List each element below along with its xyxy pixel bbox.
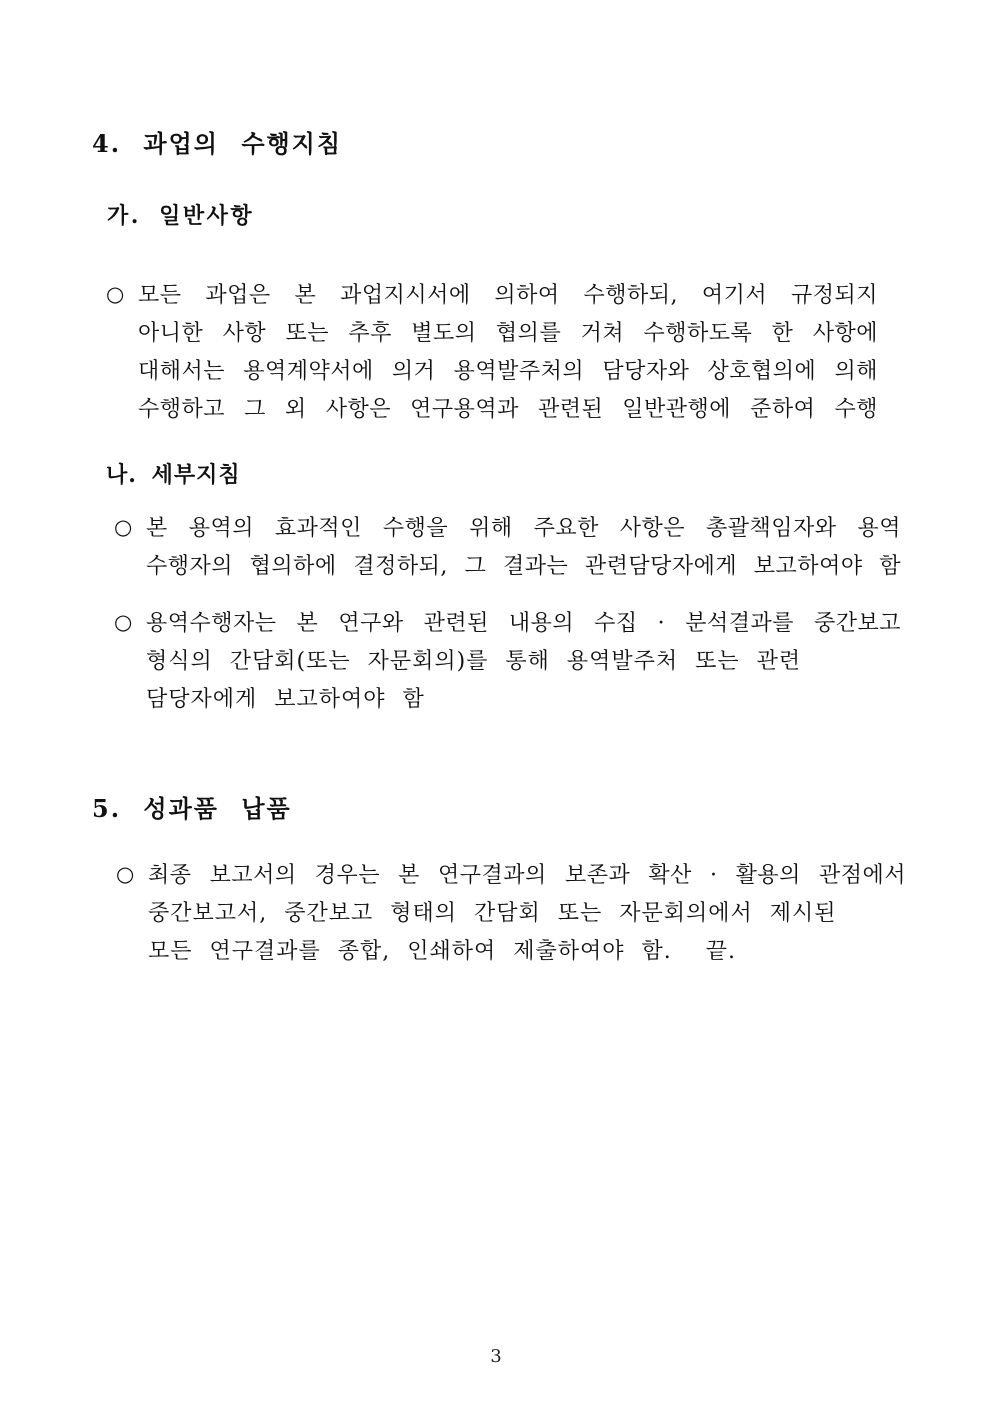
paragraph-line: 아니한 사항 또는 추후 별도의 협의를 거쳐 수행하도록 한 사항에	[138, 321, 878, 346]
paragraph-line: 수행자의 협의하에 결정하되, 그 결과는 관련담당자에게 보고하여야 함	[146, 554, 901, 579]
paragraph-detail-2	[114, 605, 901, 719]
circle-bullet-icon: ○	[114, 515, 133, 539]
paragraph-line: 담당자에게 보고하여야 함	[146, 687, 425, 712]
paragraph-line: 모든 연구결과를 종합, 인쇄하여 제출하여야 함. 끝.	[148, 939, 736, 964]
paragraph-line: 모든 과업은 본 과업지시서에 의하여 수행하되, 여기서 규정되지	[138, 283, 878, 308]
circle-bullet-icon: ○	[116, 862, 135, 886]
paragraph-deliverables-1	[116, 857, 908, 971]
paragraph-line: 최종 보고서의 경우는 본 연구결과의 보존과 확산 · 활용의 관점에서	[148, 863, 906, 888]
paragraph-detail-1	[114, 510, 901, 586]
paragraph-line: 수행하고 그 외 사항은 연구용역과 관련된 일반관행에 준하여 수행	[138, 397, 878, 422]
paragraph-line: 용역수행자는 본 연구와 관련된 내용의 수집 · 분석결과를 중간보고	[146, 611, 901, 636]
circle-bullet-icon: ○	[114, 610, 133, 634]
paragraph-line: 중간보고서, 중간보고 형태의 간담회 또는 자문회의에서 제시된	[148, 901, 837, 926]
paragraph-line: 형식의 간담회(또는 자문회의)를 통해 용역발주처 또는 관련	[146, 649, 802, 674]
section-5-heading: 5. 성과품 납품	[92, 794, 292, 823]
subsection-na-heading: 나. 세부지침	[106, 462, 241, 488]
paragraph-line: 대해서는 용역계약서에 의거 용역발주처의 담당자와 상호협의에 의해	[138, 359, 878, 384]
paragraph-line: 본 용역의 효과적인 수행을 위해 주요한 사항은 총괄책임자와 용역	[146, 516, 901, 541]
page-number: 3	[490, 1346, 502, 1367]
circle-bullet-icon: ○	[106, 282, 125, 306]
section-4-heading: 4. 과업의 수행지침	[92, 129, 343, 158]
paragraph-general-1	[106, 277, 878, 429]
subsection-ga-heading: 가. 일반사항	[107, 203, 255, 229]
